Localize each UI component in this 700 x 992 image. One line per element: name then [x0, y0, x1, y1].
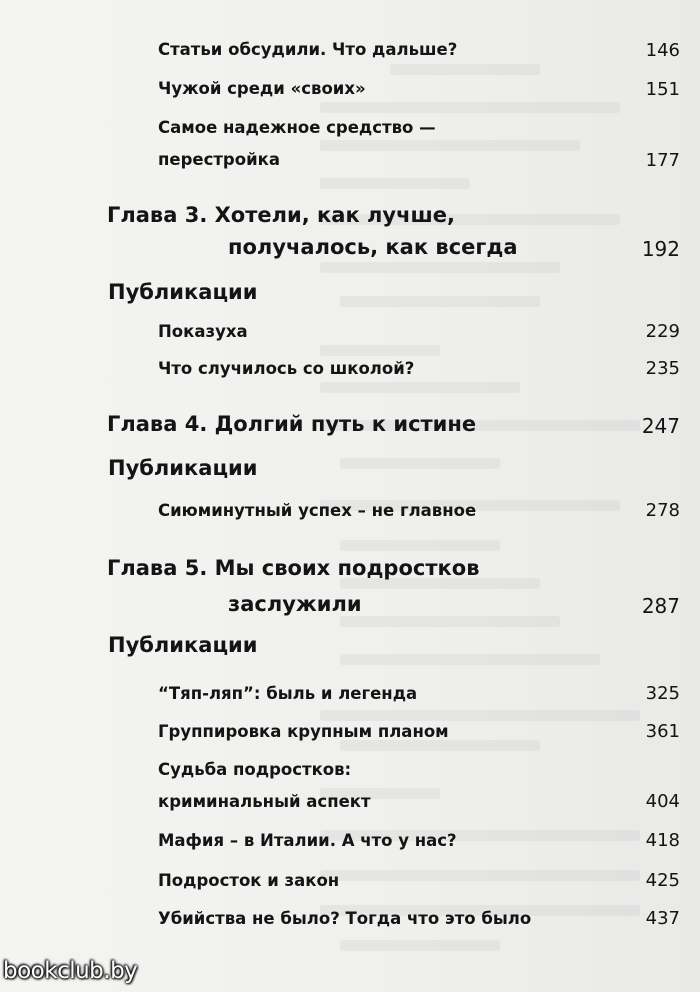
site-watermark: bookclub.by — [3, 958, 138, 984]
toc-page-number: 192 — [641, 237, 680, 261]
toc-page-number: 418 — [645, 830, 680, 851]
toc-page-number: 437 — [645, 908, 680, 929]
chapter-heading-line: Глава 5. Мы своих подростков — [107, 556, 480, 580]
toc-entry-title: Группировка крупным планом — [158, 722, 449, 741]
toc-page-number: 235 — [645, 358, 680, 379]
publications-heading: Публикации — [108, 633, 258, 657]
chapter-heading-line: Глава 3. Хотели, как лучше, — [107, 203, 456, 227]
publications-heading: Публикации — [108, 456, 258, 480]
toc-entry-line: Самое надежное средство — — [158, 118, 436, 137]
toc-entry-line: Судьба подростков: — [158, 760, 352, 779]
toc-entry — [158, 40, 457, 59]
chapter-heading: Глава 4. Долгий путь к истине — [107, 412, 477, 436]
toc-entry-title: Показуха — [158, 322, 248, 341]
toc-page-number: 278 — [645, 500, 680, 521]
toc-page-number: 361 — [645, 721, 680, 742]
toc-page-number: 146 — [645, 40, 680, 61]
toc-entry-title: “Тяп-ляп”: быль и легенда — [158, 684, 418, 703]
toc-entry-title: Убийства не было? Тогда что это было — [158, 909, 532, 928]
toc-page-number: 404 — [645, 791, 680, 812]
publications-heading: Публикации — [108, 280, 258, 304]
toc-page-number: 247 — [641, 414, 680, 438]
toc-page-number: 151 — [645, 79, 680, 100]
toc-page-number: 325 — [645, 683, 680, 704]
toc-entry-title: Что случилось со школой? — [158, 359, 415, 378]
toc-entry-title: Сиюминутный успех – не главное — [158, 501, 477, 520]
toc-entry-title: Чужой среди «своих» — [158, 79, 366, 98]
toc-page-number: 425 — [645, 870, 680, 891]
chapter-heading-line: получалось, как всегда — [228, 235, 518, 259]
toc-page-number: 287 — [641, 594, 680, 618]
chapter-heading-line: заслужили — [228, 592, 362, 616]
toc-page-number: 229 — [645, 321, 680, 342]
toc-entry-line: перестройка — [158, 150, 280, 169]
toc-entry — [158, 79, 366, 98]
toc-entry-title: Статьи обсудили. Что дальше? — [158, 40, 458, 59]
toc-entry-title: Мафия – в Италии. А что у нас? — [158, 831, 457, 850]
toc-entry-title: Подросток и закон — [158, 871, 340, 890]
toc-entry-line: криминальный аспект — [158, 792, 371, 811]
toc-page-number: 177 — [645, 150, 680, 171]
